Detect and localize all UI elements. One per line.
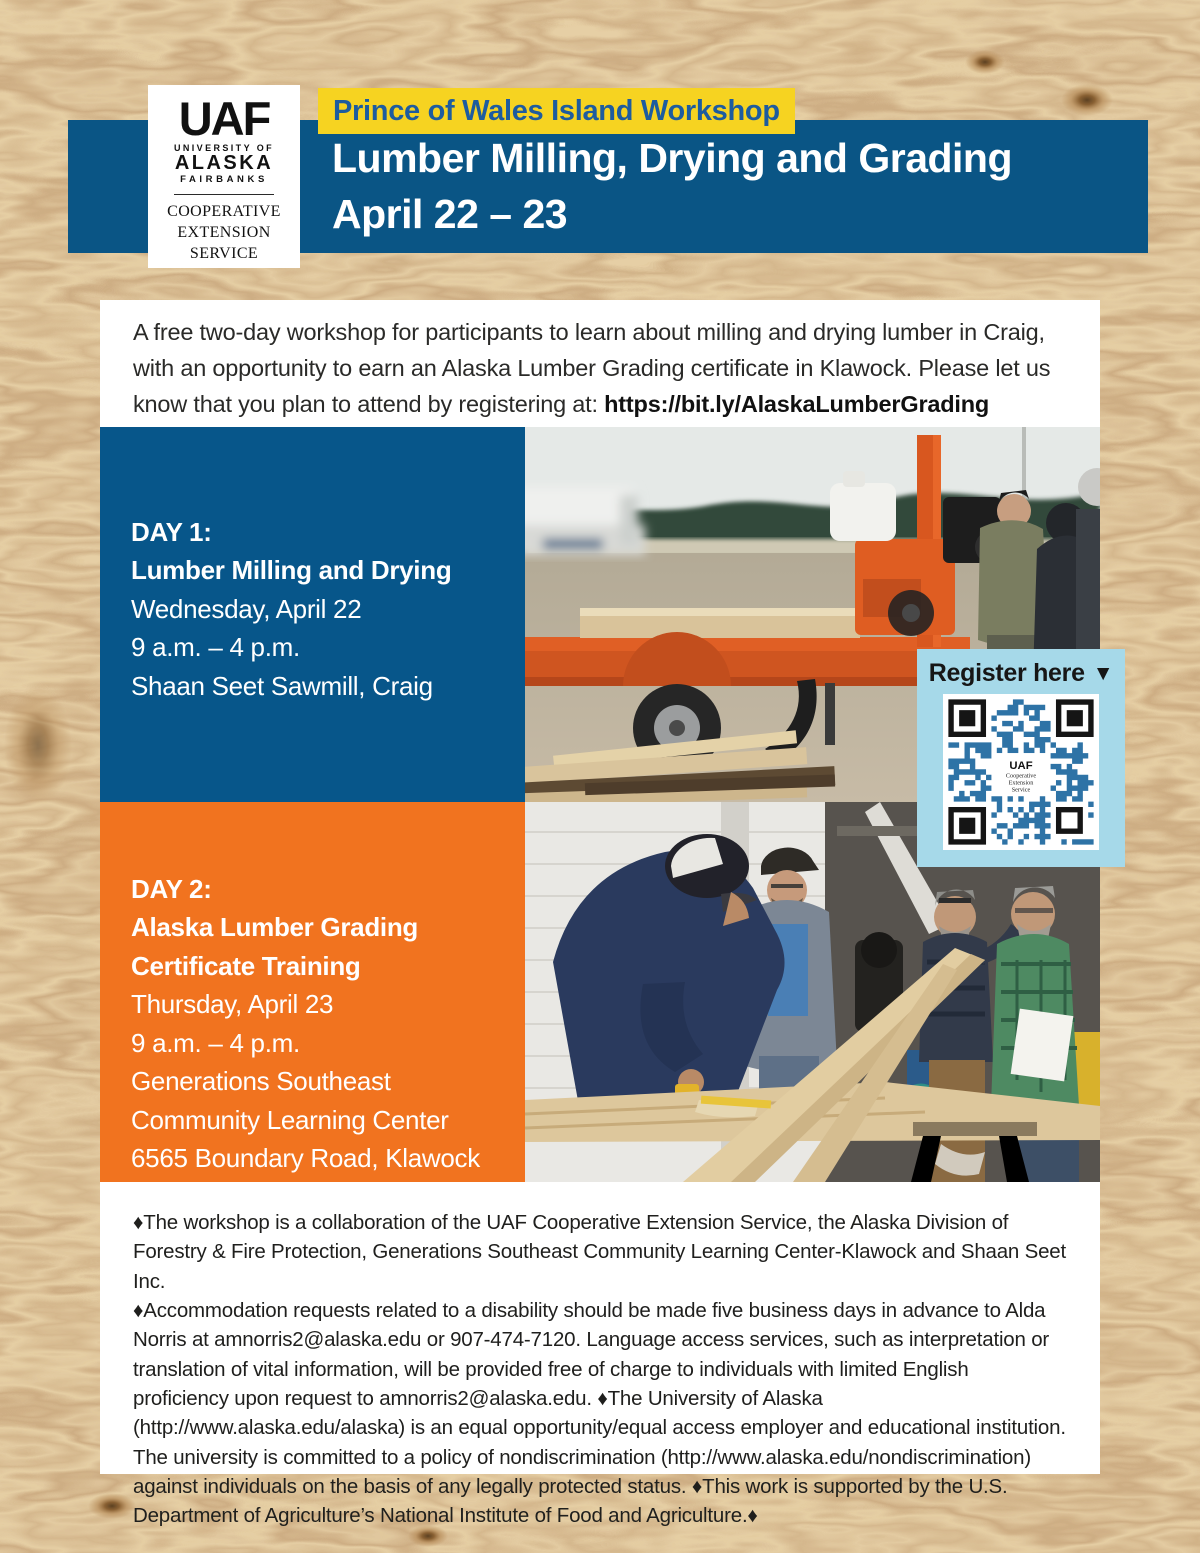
footer-fineprint xyxy=(133,1208,1069,1530)
logo-university-of: UNIVERSITY OF xyxy=(173,143,275,154)
fineprint-legal xyxy=(133,1296,1069,1531)
content-sheet xyxy=(100,300,1100,1528)
page-subtitle-dates: April 22 – 23 xyxy=(332,191,568,237)
day1-time: 9 a.m. – 4 p.m. xyxy=(131,632,300,663)
kicker-banner: Prince of Wales Island Workshop xyxy=(318,88,795,134)
register-label: Register here ▼ xyxy=(928,659,1114,687)
day1-date: Wednesday, April 22 xyxy=(131,593,362,624)
day1-box xyxy=(100,427,525,802)
qr-uaf-wordmark: UAF xyxy=(1009,759,1033,772)
logo-divider xyxy=(174,194,274,195)
day2-date: Thursday, April 23 xyxy=(131,989,334,1020)
fineprint-collaboration: ♦The workshop is a collaboration of the UAF Cooperative Extension Service, the Alaska Division of Forestry & Fire Protection, Generations Southeast Community Learning Center-Klawock and Shaan Seet Inc. xyxy=(133,1211,1066,1293)
background-trailer xyxy=(525,487,645,555)
intro-paragraph xyxy=(133,315,1069,423)
triangle-down-icon: ▼ xyxy=(1092,662,1114,685)
day1-location: Shaan Seet Sawmill, Craig xyxy=(131,670,433,701)
uaf-logo-card xyxy=(148,85,300,268)
day1-title: Lumber Milling and Drying xyxy=(131,555,452,586)
day2-box xyxy=(100,802,525,1182)
day2-location-line3: 6565 Boundary Road, Klawock xyxy=(131,1143,480,1174)
day2-title-line2: Certificate Training xyxy=(131,950,361,981)
day2-location-line2: Community Learning Center xyxy=(131,1104,449,1135)
logo-extension: EXTENSION xyxy=(177,224,271,242)
qr-label-line2: Extension xyxy=(1008,779,1034,787)
fineprint-eeo: ♦The University of Alaska (http://www.alaska.edu/alaska) is an equal opportunity/equal access employer and educational institution. The university is committed to a policy of nondiscrimination (http://www.alaska.edu/nondiscrimination) against individuals on the basis of any legally protected status. xyxy=(133,1386,1066,1498)
register-callout xyxy=(917,649,1125,867)
qr-code xyxy=(943,694,1099,850)
intro-text: A free two-day workshop for participants to learn about milling and drying lumber in Craig, with an opportunity to earn an Alaska Lumber Grading certificate in Klawock. Please let us know that you plan to attend by registering at: xyxy=(133,319,1051,417)
logo-fairbanks: FAIRBANKS xyxy=(180,174,268,186)
qr-label-line3: Service xyxy=(1011,786,1031,794)
fineprint-accommodation: ♦Accommodation requests related to a disability should be made five business days in advance to Alda Norris at amnorris2@alaska.edu or 907-474-7120. Language access services, such as interpretation or translation of vital information, will be provided free of charge to individuals with limited English proficiency upon request to amnorris2@alaska.edu. xyxy=(133,1298,1050,1410)
fineprint-usda: ♦This work is supported by the U.S. Department of Agriculture’s National Institute of Food and Agriculture.♦ xyxy=(133,1474,1008,1528)
page-title: Lumber Milling, Drying and Grading xyxy=(332,135,1013,181)
uaf-wordmark: UAF xyxy=(178,92,270,145)
day2-title-line1: Alaska Lumber Grading xyxy=(131,912,419,943)
day2-label: DAY 2: xyxy=(131,874,212,904)
day2-time: 9 a.m. – 4 p.m. xyxy=(131,1027,300,1058)
logo-service: SERVICE xyxy=(189,244,259,262)
day1-label: DAY 1: xyxy=(131,517,212,547)
qr-label-line1: Cooperative xyxy=(1005,772,1037,780)
logo-alaska: ALASKA xyxy=(174,152,274,175)
registration-url[interactable]: https://bit.ly/AlaskaLumberGrading xyxy=(604,390,990,417)
day2-location-line1: Generations Southeast xyxy=(131,1066,391,1097)
logo-cooperative: COOPERATIVE xyxy=(167,203,281,221)
